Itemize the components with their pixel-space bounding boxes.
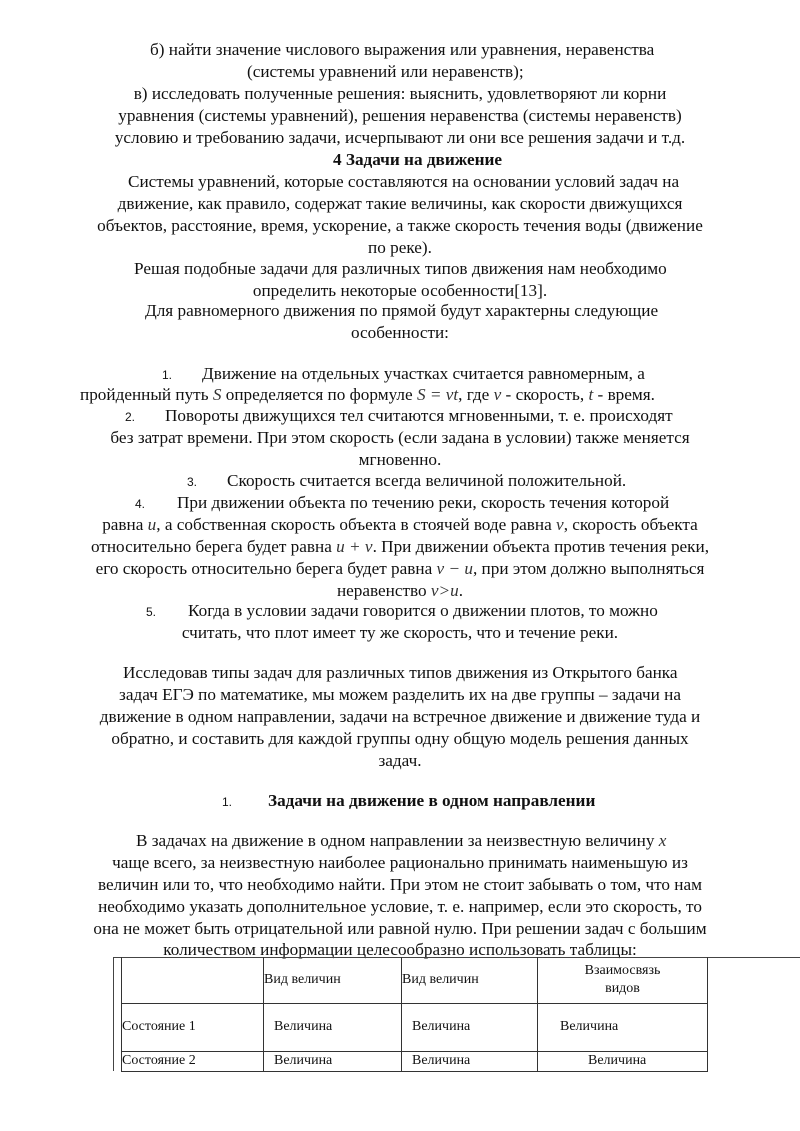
item-v-line-3: условию и требованию задачи, исчерпывают ли они все решения задачи и т.д. bbox=[114, 128, 686, 147]
list-number-4: 4. bbox=[135, 497, 146, 511]
list-number-3: 3. bbox=[187, 475, 198, 489]
formula-s-vt: S = vt bbox=[416, 385, 459, 404]
math-S: S bbox=[212, 385, 222, 404]
section-heading: 4 Задачи на движение bbox=[333, 150, 503, 169]
formula-u-plus-v: u + v bbox=[336, 537, 373, 556]
list-item-2-line-2: без затрат времени. При этом скорость (если задана в условии) также меняется bbox=[110, 428, 690, 447]
formula-v-minus-u: v − u bbox=[436, 559, 473, 578]
para5-line-2: чаще всего, за неизвестную наиболее рационально принимать наименьшую из bbox=[112, 853, 688, 872]
list-item-4-line-5: неравенство v>u. bbox=[336, 581, 464, 600]
para3-line-1: Для равномерного движения по прямой будут характерны следующие bbox=[145, 301, 659, 320]
list-item-5: 5. Когда в условии задачи говорится о движении плотов, то можно bbox=[146, 601, 658, 620]
list-item-2: 2. Повороты движущихся тел считаются мгновенными, т. е. происходят bbox=[125, 406, 673, 425]
para5-line-6: количеством информации целесообразно использовать таблицы: bbox=[163, 940, 637, 959]
list-item-1-line-2: пройденный путь S определяется по формуле S = vt, где v - скорость, t - время. bbox=[80, 385, 655, 404]
item-v-line-1: в) исследовать полученные решения: выяснить, удовлетворяют ли корни bbox=[133, 84, 667, 103]
list-item-3: 3. Скорость считается всегда величиной положительной. bbox=[187, 471, 627, 490]
list-item-4-line-4: его скорость относительно берега будет равна v − u, при этом должно выполняться bbox=[95, 559, 705, 578]
table-row bbox=[122, 1003, 708, 1051]
math-x: x bbox=[658, 831, 667, 850]
list-item-4-line-3: относительно берега будет равна u + v. При движении объекта против течения реки, bbox=[90, 537, 710, 556]
para1-line-2: движение, как правило, содержат такие величины, как скорости движущихся bbox=[117, 194, 683, 213]
table-header-row bbox=[122, 957, 708, 1003]
para4-line-4: обратно, и составить для каждой группы одну общую модель решения данных bbox=[111, 729, 689, 748]
list-number-5: 5. bbox=[146, 605, 157, 619]
table-cell: Величина bbox=[402, 1051, 538, 1071]
list-item-5-line-2: считать, что плот имеет ту же скорость, что и течение реки. bbox=[181, 623, 619, 642]
para2-line-1: Решая подобные задачи для различных типов движения нам необходимо bbox=[134, 259, 667, 278]
list-number-2: 2. bbox=[125, 410, 136, 424]
table-cell: Состояние 2 bbox=[122, 1051, 264, 1071]
table-row bbox=[122, 1051, 708, 1071]
para4-line-3: движение в одном направлении, задачи на встречное движение и движение туда и bbox=[99, 707, 701, 726]
table-cell: Величина bbox=[264, 1003, 402, 1051]
item-b-line-1: б) найти значение числового выражения или уравнения, неравенства bbox=[150, 40, 655, 59]
para2-line-2: определить некоторые особенности[13]. bbox=[252, 281, 548, 300]
para1-line-3: объектов, расстояние, время, ускорение, а также скорость течения воды (движение bbox=[97, 216, 703, 235]
para5-line-3: величин или то, что необходимо найти. При этом не стоит забывать о том, что нам bbox=[97, 875, 702, 894]
para1-line-1: Системы уравнений, которые составляются на основании условий задач на bbox=[128, 172, 680, 191]
para3-line-2: особенности: bbox=[351, 323, 449, 342]
sub-heading-number: 1. bbox=[222, 795, 233, 809]
list-number-1: 1. bbox=[162, 368, 173, 382]
para5-line-4: необходимо указать дополнительное условие, т. е. например, если это скорость, то bbox=[98, 897, 702, 916]
table-cell: Величина bbox=[264, 1051, 402, 1071]
para5-line-5: она не может быть отрицательной или равной нулю. При решении задач с большим bbox=[93, 919, 707, 938]
list-item-4-line-2: равна u, а собственная скорость объекта в стоячей воде равна v, скорость объекта bbox=[102, 515, 698, 534]
table-header-cell bbox=[122, 957, 264, 1003]
formula-v-gt-u: v>u bbox=[430, 581, 459, 600]
quantities-table bbox=[121, 957, 708, 1072]
table-cell: Состояние 1 bbox=[122, 1003, 264, 1051]
para4-line-2: задач ЕГЭ по математике, мы можем разделить их на две группы – задачи на bbox=[119, 685, 681, 704]
para5-line-1: В задачах на движение в одном направлении за неизвестную величину x bbox=[136, 831, 667, 850]
item-v-line-2: уравнения (системы уравнений), решения неравенства (системы неравенств) bbox=[118, 106, 682, 125]
table-cell: Величина bbox=[538, 1003, 708, 1051]
para1-line-4: по реке). bbox=[368, 238, 432, 257]
sub-heading: 1. Задачи на движение в одном направлении bbox=[222, 791, 596, 810]
table-header-cell: Вид величин bbox=[402, 957, 538, 1003]
table-cell: Величина bbox=[402, 1003, 538, 1051]
table-header-cell: Вид величин bbox=[264, 957, 402, 1003]
table-cell: Величина bbox=[538, 1051, 708, 1071]
para4-line-1: Исследовав типы задач для различных типов движения из Открытого банка bbox=[123, 663, 678, 682]
list-item-1: 1. Движение на отдельных участках считается равномерным, а bbox=[162, 364, 645, 383]
list-item-4: 4. При движении объекта по течению реки, скорость течения которой bbox=[135, 493, 670, 512]
table-header-cell: Взаимосвязь видов bbox=[538, 957, 708, 1003]
para4-line-5: задач. bbox=[378, 751, 422, 770]
item-b-line-2: (системы уравнений или неравенств); bbox=[247, 62, 524, 81]
list-item-2-line-3: мгновенно. bbox=[358, 450, 442, 469]
